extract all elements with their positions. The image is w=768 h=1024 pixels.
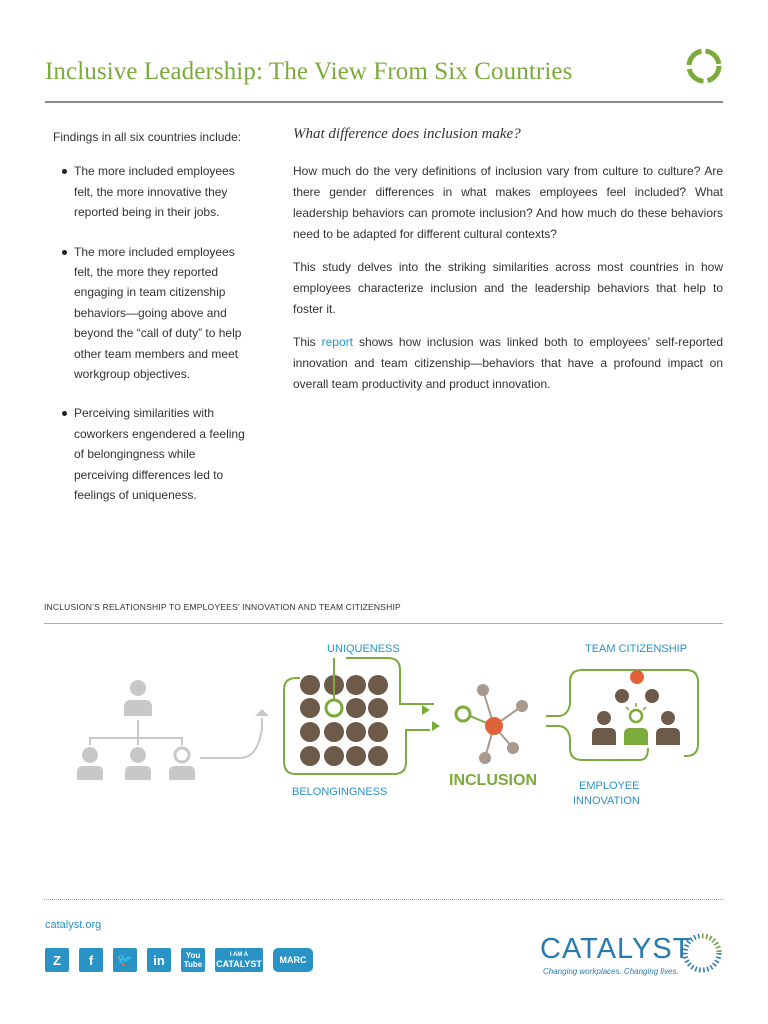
belongingness-label: BELONGINGNESS xyxy=(292,786,388,798)
catalyst-site-link[interactable]: catalyst.org xyxy=(45,919,102,931)
i-am-a-catalyst-badge[interactable] xyxy=(215,948,263,972)
facebook-icon[interactable]: f xyxy=(79,948,103,972)
page-title: Inclusive Leadership: The View From Six Countries xyxy=(45,58,573,85)
employee-dot-grid xyxy=(284,658,440,774)
paragraph-text: This xyxy=(293,335,322,349)
footer-divider xyxy=(44,899,723,900)
article-paragraph-1: How much do the very definitions of inclusion vary from culture to culture? Are there gender differences in what makes employees feel included? What leadership behaviors can promote inclusion? And how much do these behaviors need to be adapted for different cultural contexts? xyxy=(293,164,723,241)
badge-top-text: I AM A xyxy=(229,952,249,958)
inclusion-diagram xyxy=(0,630,768,830)
findings-bullet: The more included employees felt, the more they reported engaging in team citizenship behaviors—going above and beyond the “call of duty” to help other team members and meet workgroup objectives. xyxy=(53,242,253,385)
youtube-top-text: You xyxy=(185,951,201,960)
catalyst-ring-logo xyxy=(684,46,724,86)
badge-bottom-text: CATALYST xyxy=(216,959,262,969)
inclusion-article xyxy=(293,124,723,407)
team-citizenship-label: TEAM CITIZENSHIP xyxy=(585,643,688,655)
catalyst-tagline: Changing workplaces. Changing lives. xyxy=(543,967,679,976)
twitter-icon[interactable]: 🐦 xyxy=(113,948,137,972)
linkedin-icon[interactable]: in xyxy=(147,948,171,972)
org-chart-icon xyxy=(77,680,269,780)
marc-badge[interactable]: MARC xyxy=(273,948,313,972)
article-paragraph-3 xyxy=(293,332,723,395)
inclusion-label: INCLUSION xyxy=(449,772,537,789)
findings-bullet: Perceiving similarities with coworkers engendered a feeling of belongingness while perceiving differences led to feelings of uniqueness. xyxy=(53,403,253,505)
figure-divider xyxy=(44,623,723,624)
header-divider xyxy=(45,101,723,103)
catalyst-brand-logo xyxy=(540,933,730,983)
findings-column xyxy=(53,127,253,525)
uniqueness-label: UNIQUENESS xyxy=(327,643,400,655)
catalyst-ring-icon xyxy=(680,931,724,975)
findings-bullet: The more included employees felt, the more innovative they reported being in their jobs. xyxy=(53,161,253,222)
article-paragraph-2: This study delves into the striking similarities across most countries in how employees characterize inclusion and the leadership behaviors that help to foster it. xyxy=(293,260,723,316)
paragraph-text: shows how inclusion was linked both to employees’ self-reported innovation and team citizenship—behaviors that have a profound impact on overall team productivity and product innovation. xyxy=(293,335,723,391)
findings-list xyxy=(53,161,253,505)
innovation-label: INNOVATION xyxy=(573,795,640,807)
youtube-bottom-text: Tube xyxy=(183,960,203,969)
report-link[interactable]: report xyxy=(321,335,353,349)
team-group-icon xyxy=(546,670,698,760)
social-links xyxy=(45,945,313,975)
youtube-icon[interactable] xyxy=(181,948,205,972)
zinio-icon[interactable]: Z xyxy=(45,948,69,972)
employee-label: EMPLOYEE xyxy=(579,780,640,792)
inclusion-network-icon xyxy=(456,684,528,764)
figure-caption: INCLUSION’S RELATIONSHIP TO EMPLOYEES’ INNOVATION AND TEAM CITIZENSHIP xyxy=(44,602,401,612)
article-heading: What difference does inclusion make? xyxy=(293,126,521,142)
findings-intro: Findings in all six countries include: xyxy=(53,130,242,144)
catalyst-wordmark: CATALYST xyxy=(540,933,692,965)
